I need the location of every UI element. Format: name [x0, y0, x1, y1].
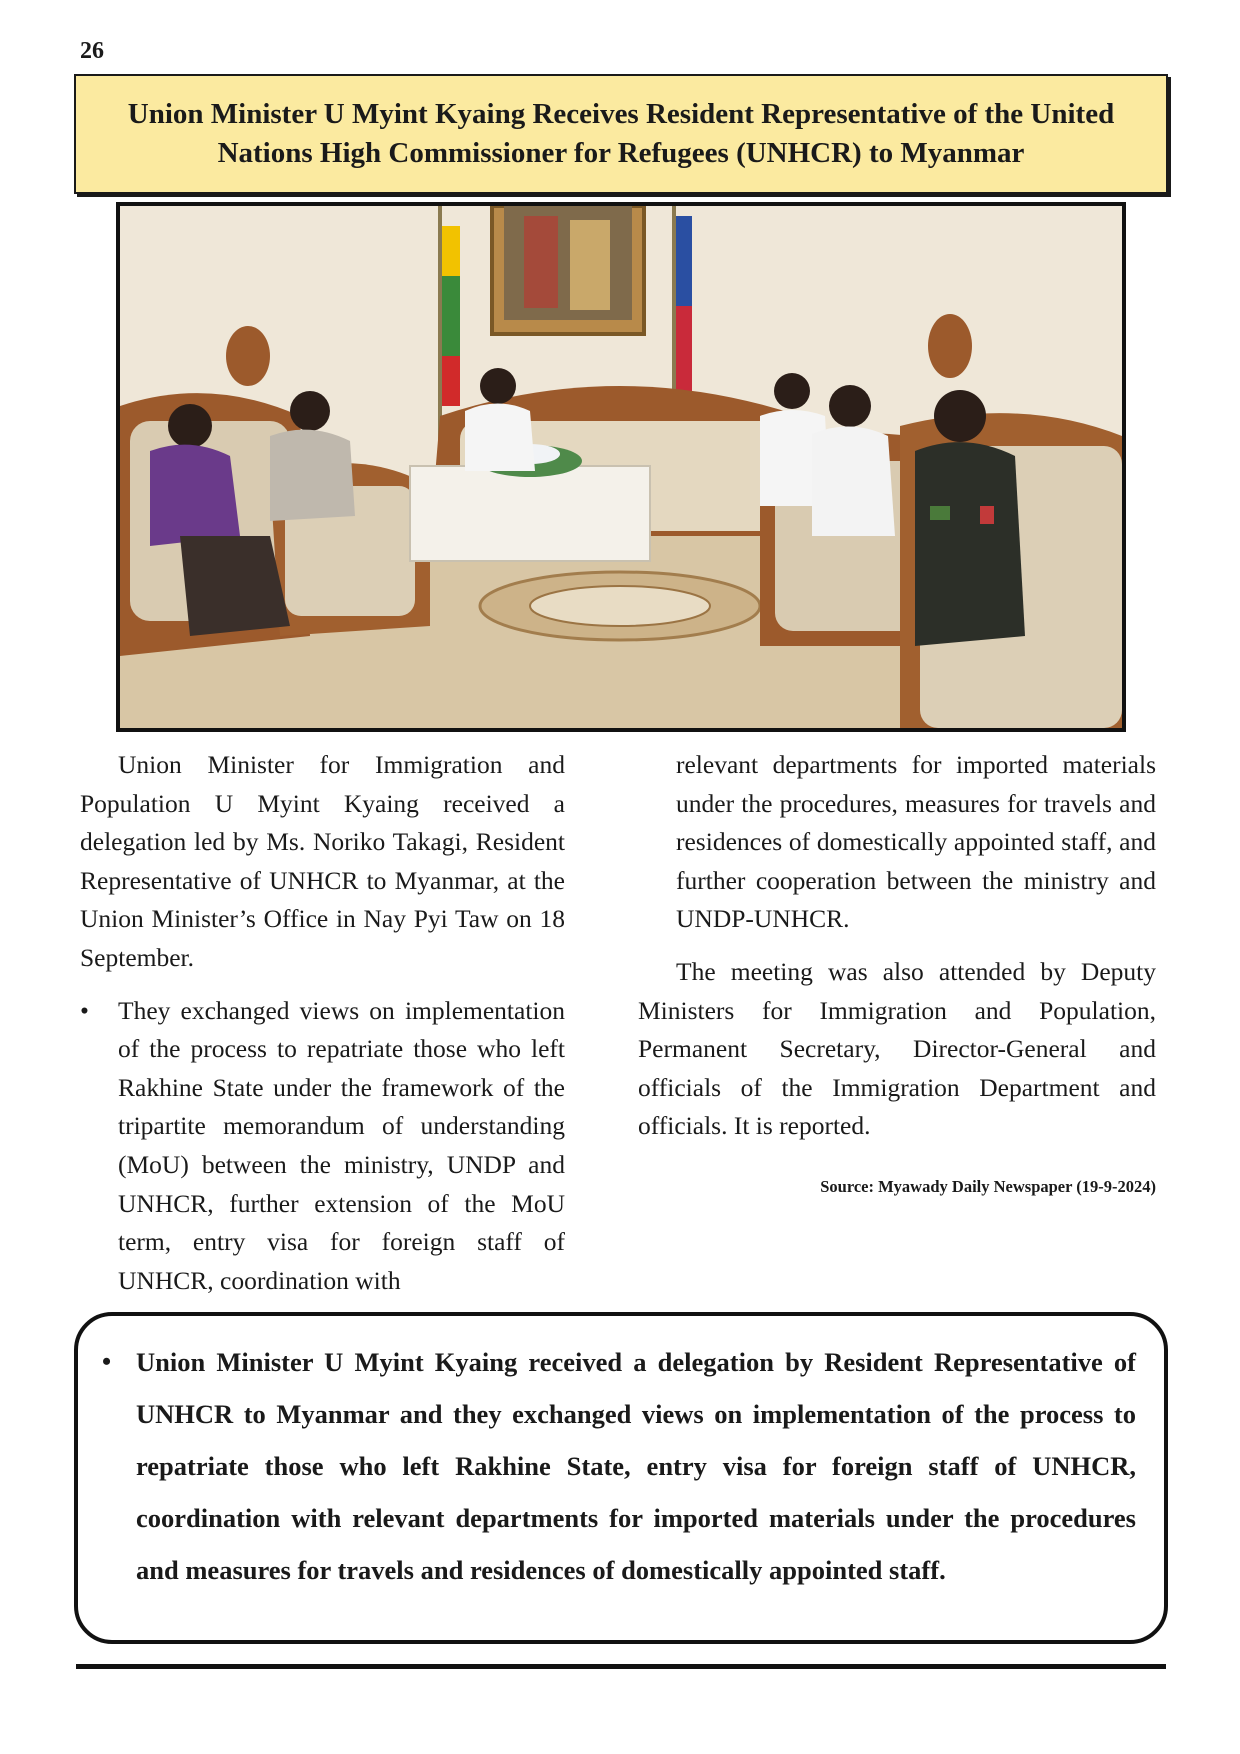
article-bullet-continuation: relevant departments for imported materials under the procedures, measures for travels and residences of domestically appointed staff, and further cooperation between the ministry and UNDP-UNHCR.	[676, 750, 1156, 934]
article-column-right	[638, 746, 1156, 1207]
article-bullet	[80, 992, 565, 1301]
article-bullet-text: They exchanged views on implementation of the process to repatriate those who left Rakhine State under the framework of the tripartite memorandum of understanding (MoU) between the ministry, UNDP and UNHCR, further extension of the MoU term, entry visa for foreign staff of UNHCR, coordination with	[118, 995, 565, 1295]
meeting-photo-icon	[120, 206, 1122, 728]
article-source: Source: Myawady Daily Newspaper (19-9-2024)	[820, 1176, 1156, 1196]
article-column-left	[80, 746, 565, 1314]
summary-text: Union Minister U Myint Kyaing received a delegation by Resident Representative of UNHCR to Myanmar and they exchanged views on implementation of the process to repatriate those who left Rakhine State, entry visa for foreign staff of UNHCR, coordination with relevant departments for imported materials under the procedures and measures for travels and residences of domestically appointed staff.	[136, 1347, 1136, 1585]
meeting-photo	[116, 202, 1126, 732]
article-paragraph: Union Minister for Immigration and Population U Myint Kyaing received a delegation led by Ms. Noriko Takagi, Resident Representative of UNHCR to Myanmar, at the Union Minister’s Office in Nay Pyi Taw on 18 September.	[80, 750, 565, 972]
page-number: 26	[80, 38, 104, 64]
article-paragraph: The meeting was also attended by Deputy Ministers for Immigration and Population, Permanent Secretary, Director-General and officials of the Immigration Department and officials. It is reported.	[638, 956, 1156, 1141]
page-title-text: Union Minister U Myint Kyaing Receives Resident Representative of the United Nations High Commissioner for Refugees (UNHCR) to Myanmar	[127, 98, 1115, 169]
bullet-icon: •	[80, 995, 89, 1025]
bullet-icon: •	[102, 1347, 112, 1376]
summary-box	[74, 1312, 1168, 1644]
page-title	[74, 74, 1168, 194]
bottom-divider	[76, 1664, 1166, 1669]
